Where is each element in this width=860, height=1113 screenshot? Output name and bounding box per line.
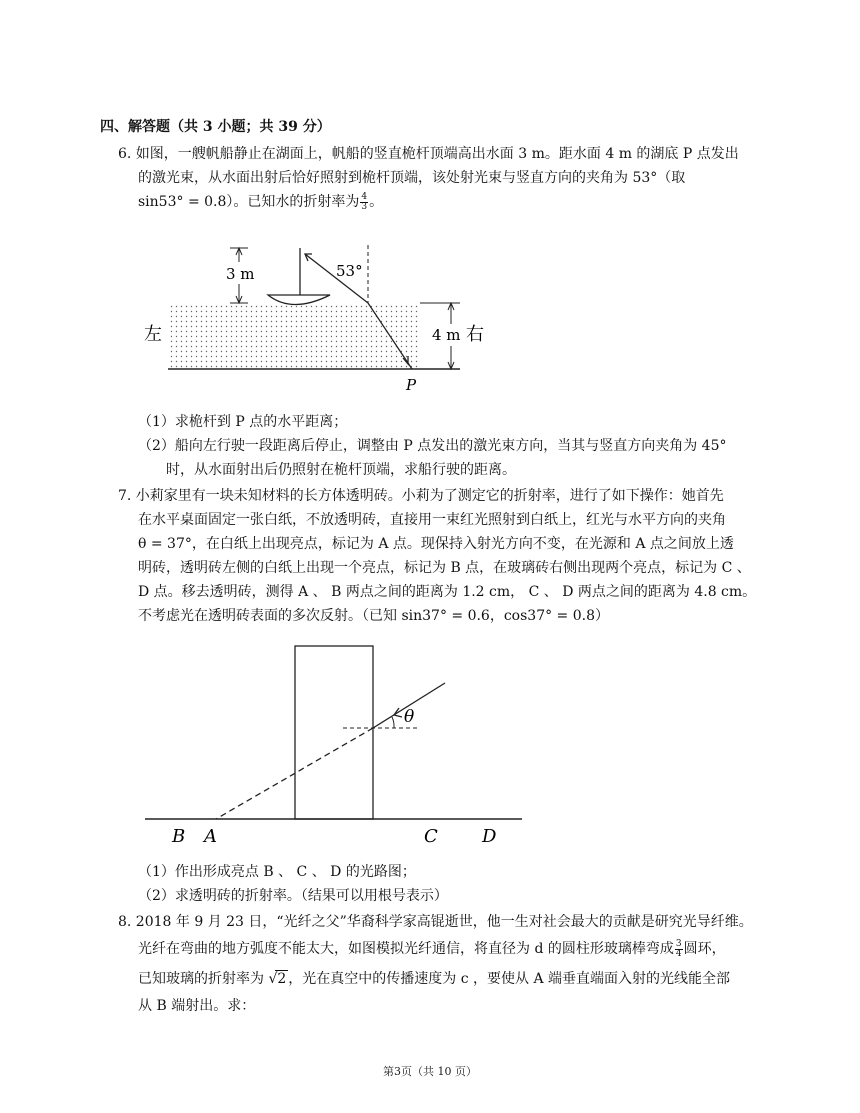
label-3m: 3 m xyxy=(226,265,255,283)
water-region xyxy=(170,303,420,369)
q6-sub-1: （1）求桅杆到 P 点的水平距离； xyxy=(138,414,348,430)
q8-line-1: 8. 2018 年 9 月 23 日，“光纤之父”华裔科学家高锟逝世，他一生对社会最大的贡献是研究光导纤维。 xyxy=(118,914,753,930)
q7-line-1: 7. 小莉家里有一块未知材料的长方体透明砖。小莉为了测定它的折射率，进行了如下操作：她首先 xyxy=(118,488,724,504)
q8-line-3: 已知玻璃的折射率为 √2 ，光在真空中的传播速度为 c ，要使从 A 端垂直端面入射的光线能全部 xyxy=(138,971,731,987)
figure-sailboat xyxy=(140,240,484,400)
q7-line-3: θ = 37°，在白纸上出现亮点，标记为 A 点。现保持入射光方向不变，在光源和 A 点之间放上透 xyxy=(138,536,734,552)
glass-brick xyxy=(295,646,373,819)
q8-line-4: 从 B 端射出。求： xyxy=(138,998,256,1014)
theta-arc xyxy=(392,717,394,728)
question-7 xyxy=(118,484,768,628)
q7-line-2: 在水平桌面固定一张白纸，不放透明砖，直接用一束红光照射到白纸上，红光与水平方向的夹角 xyxy=(138,512,726,528)
q7-line-6: 不考虑光在透明砖表面的多次反射。（已知 sin37° = 0.6，cos37° = 0.8） xyxy=(138,608,610,624)
q7-line-4: 明砖，透明砖左侧的白纸上出现一个亮点，标记为 B 点，在玻璃砖右侧出现两个亮点，标记为 C 、 xyxy=(138,560,751,576)
q7-line-5: D 点。移去透明砖，测得 A 、 B 两点之间的距离为 1.2 cm， C 、 D 两点之间的距离为 4.8 cm。 xyxy=(138,584,757,600)
label-theta: θ xyxy=(404,707,415,727)
question-6 xyxy=(118,142,768,214)
label-b: B xyxy=(172,826,186,847)
q7-sub-2: （2）求透明砖的折射率。（结果可以用根号表示） xyxy=(138,888,448,904)
label-d: D xyxy=(482,826,497,847)
label-c: C xyxy=(424,826,438,847)
label-53-degree: 53° xyxy=(336,262,363,280)
label-right: 右 xyxy=(466,324,484,345)
q6-line-3: sin53° = 0.8）。已知水的折射率为 $\frac{4}{3}$ 。 xyxy=(138,191,384,212)
figure-glass-brick xyxy=(140,640,530,850)
q6-line-1: 6. 如图，一艘帆船静止在湖面上，帆船的竖直桅杆顶端高出水面 3 m。距水面 4 m 的湖底 P 点发出 xyxy=(118,146,739,162)
question-8 xyxy=(118,910,768,1018)
label-p: P xyxy=(406,376,417,394)
label-left: 左 xyxy=(144,324,162,345)
fraction-4-3: $\frac{4}{3}$ xyxy=(361,191,368,212)
section-title: 四、解答题（共 3 小题；共 39 分） xyxy=(100,119,331,135)
q7-sub-1: （1）作出形成亮点 B 、 C 、 D 的光路图； xyxy=(138,864,416,880)
label-a: A xyxy=(204,826,217,847)
label-4m: 4 m xyxy=(432,326,461,344)
q6-sub-2: （2）船向左行驶一段距离后停止，调整由 P 点发出的激光束方向，当其与竖直方向夹角为 45° 时，从水面射出后仍照射在桅杆顶端，求船行驶的距离。 xyxy=(138,438,727,478)
page-footer: 第3页（共 10 页） xyxy=(383,1065,477,1078)
q8-line-2: 光纤在弯曲的地方弧度不能太大，如图模拟光纤通信，将直径为 d 的圆柱形玻璃棒弯成 $\frac{3}{4}$ 圆环， xyxy=(138,938,726,959)
fraction-3-4: $\frac{3}{4}$ xyxy=(675,938,682,959)
q6-line-2: 的激光束，从水面出射后恰好照射到桅杆顶端，该处射光束与竖直方向的夹角为 53°（取 xyxy=(138,170,686,186)
